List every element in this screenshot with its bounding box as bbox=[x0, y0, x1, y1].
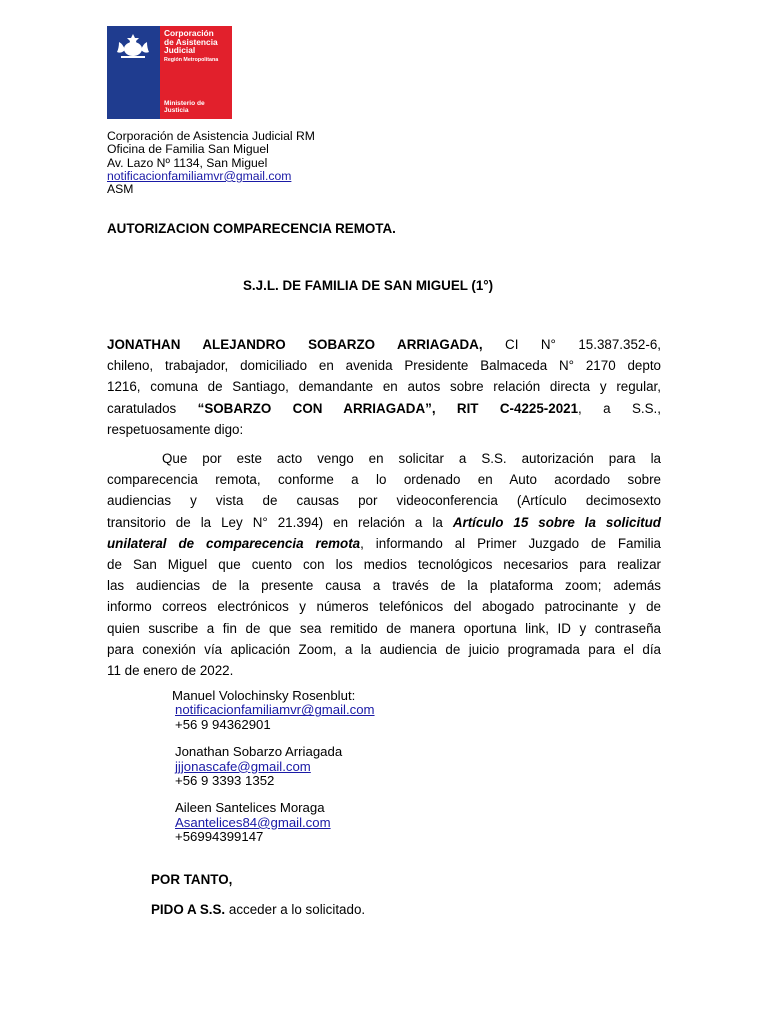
por-tanto-heading: POR TANTO, bbox=[151, 872, 233, 887]
contact-phone: +56 9 3393 1352 bbox=[175, 773, 275, 789]
contact-phone: +56994399147 bbox=[175, 829, 264, 845]
address-line: Corporación de Asistencia Judicial RM bbox=[107, 129, 315, 143]
request-paragraph: Que por este acto vengo en solicitar a S.S. autorización para la comparecencia remota, conforme a lo ordenado en Auto acordado sobre audiencias y vista de causas por videoconferencia (Artículo decimosexto transitorio de la Ley N° 21.394) en relación a la Artículo 15 sobre la solicitud unilateral de comparecencia remota, informando al Primer Juzgado de Familia de San Miguel que cuento con los medios tecnológicos necesarios para realizar las audiencias de la presente causa a través de la plataforma zoom; además informo correos electrónicos y números telefónicos del abogado patrocinante y de quien suscribe a fin de que sea remitido de manera oportuna link, ID y contraseña para conexión vía aplicación Zoom, a la audiencia de juicio programada para el día 11 de enero de 2022. bbox=[107, 451, 662, 679]
contact-email-link[interactable]: notificacionfamiliamvr@gmail.com bbox=[175, 702, 375, 718]
contact-phone: +56 9 94362901 bbox=[175, 716, 271, 732]
article-reference: Artículo 15 sobre la solicitud bbox=[452, 514, 661, 530]
contact-email-link[interactable]: Asantelices84@gmail.com bbox=[175, 814, 331, 830]
contact-entry bbox=[172, 801, 375, 844]
closing-request bbox=[151, 902, 365, 917]
coat-of-arms-icon bbox=[111, 30, 156, 60]
logo-blue-panel bbox=[107, 26, 160, 119]
address-line: Oficina de Familia San Miguel bbox=[107, 142, 269, 157]
institution-logo bbox=[107, 26, 232, 119]
address-line: ASM bbox=[107, 182, 134, 197]
document-subject: AUTORIZACION COMPARECENCIA REMOTA. bbox=[107, 221, 396, 236]
contact-entry bbox=[172, 745, 375, 788]
court-heading: S.J.L. DE FAMILIA DE SAN MIGUEL (1°) bbox=[243, 278, 494, 293]
plaintiff-name: JONATHAN ALEJANDRO SOBARZO ARRIAGADA, bbox=[107, 337, 483, 352]
address-line: Av. Lazo Nº 1134, San Miguel bbox=[107, 155, 268, 170]
logo-institution-name: Corporación de Asistencia Judicial bbox=[164, 28, 218, 56]
contact-entry bbox=[172, 689, 375, 732]
logo-ministry: Ministerio de Justicia bbox=[164, 100, 205, 115]
sender-address-block bbox=[107, 130, 315, 196]
address-email-link[interactable]: notificacionfamiliamvr@gmail.com bbox=[107, 168, 292, 183]
logo-region: Región Metropolitana bbox=[164, 57, 219, 63]
case-caption: “SOBARZO CON ARRIAGADA”, RIT C-4225-2021 bbox=[197, 400, 579, 416]
contact-name: Jonathan Sobarzo Arriagada bbox=[175, 744, 343, 760]
closing-request-lead: PIDO A S.S. bbox=[151, 902, 226, 917]
contact-list bbox=[172, 689, 375, 858]
intro-paragraph: JONATHAN ALEJANDRO SOBARZO ARRIAGADA, CI N° 15.387.352-6, chileno, trabajador, domiciliado en avenida Presidente Balmaceda N° 2170 depto 1216, comuna de Santiago, demandante en autos sobre relación directa y regular, caratulados “SOBARZO CON ARRIAGADA”, RIT C-4225-2021, a S.S., respetuosamente digo: bbox=[107, 337, 662, 437]
closing-request-text: acceder a lo solicitado. bbox=[225, 902, 366, 917]
contact-name: Manuel Volochinsky Rosenblut: bbox=[172, 688, 356, 703]
contact-name: Aileen Santelices Moraga bbox=[175, 800, 325, 816]
contact-email-link[interactable]: jjjonascafe@gmail.com bbox=[175, 758, 311, 774]
article-reference-cont: unilateral de comparecencia remota bbox=[107, 535, 361, 551]
